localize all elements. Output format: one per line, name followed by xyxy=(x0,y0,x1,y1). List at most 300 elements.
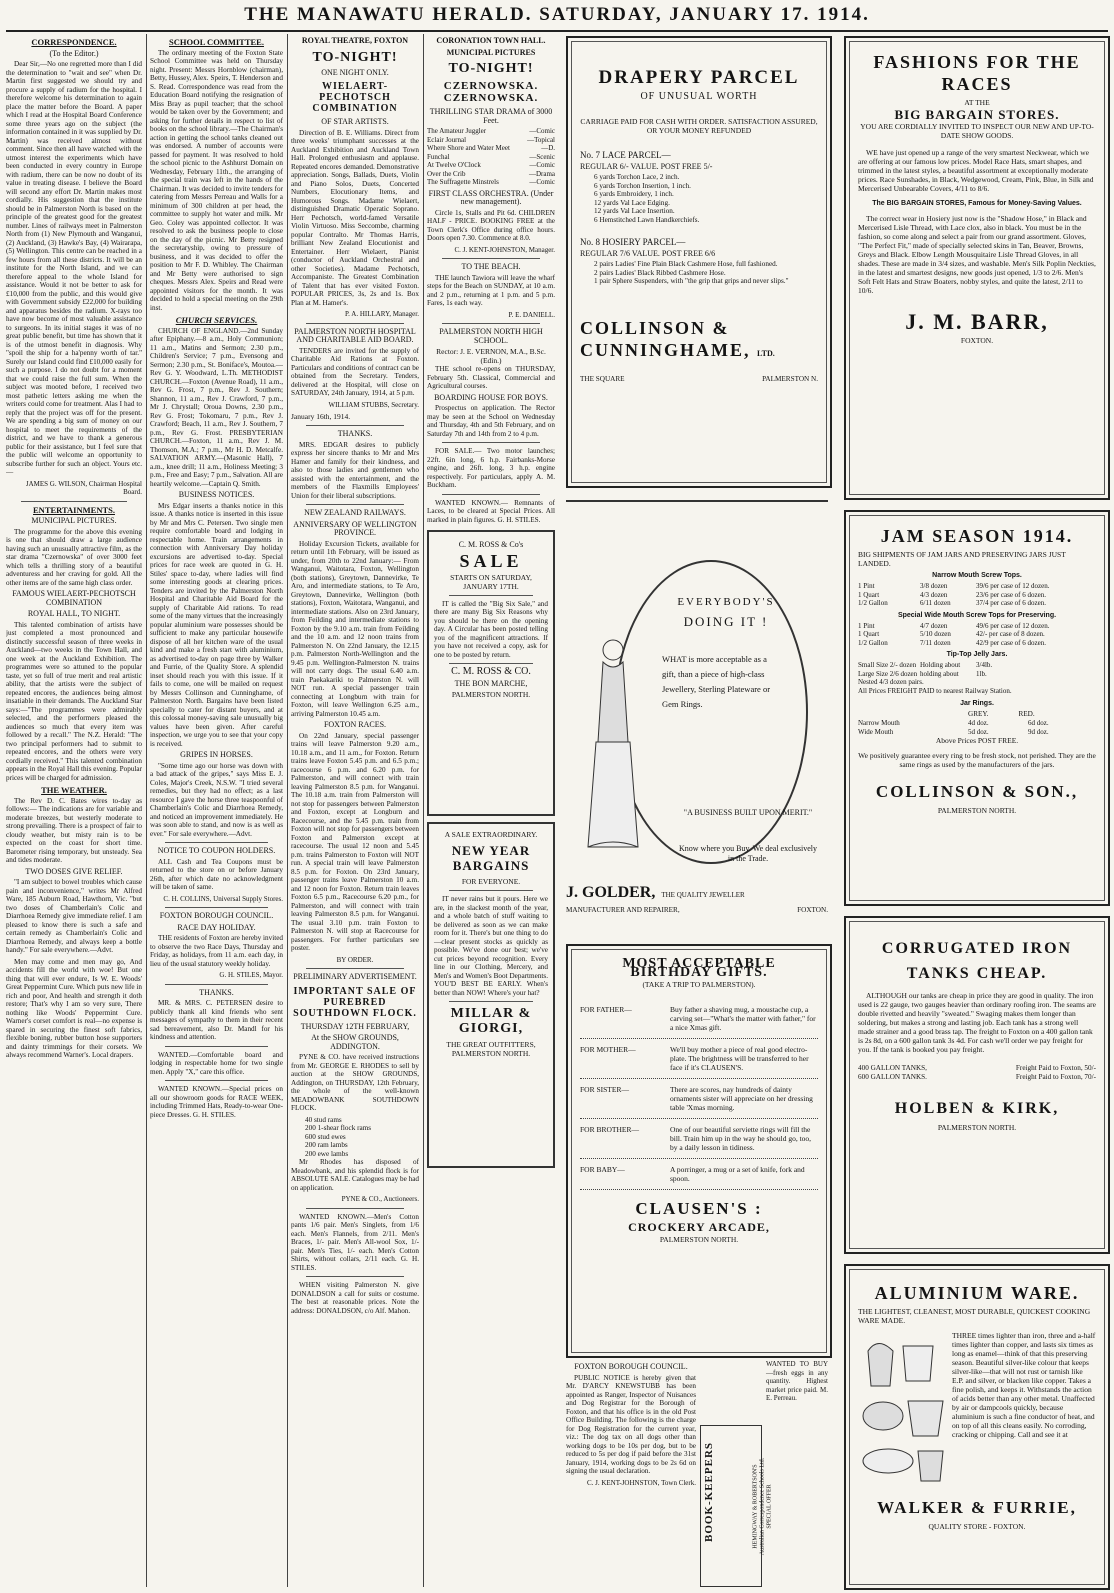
card-line-2: Australian Correspondence Schools Ltd. xyxy=(759,1457,766,1556)
divider xyxy=(165,1080,268,1081)
railways-text: Holiday Excursion Tickets, available for return until 1th February, will be issued as under, from 20th to 22nd January:— From Wanganui, Waitotara, Foxton, Wellington (both stations), Greytown, Dannevirke, Te Aro, and intermediate stations, to Te Aro, Greytown, Dannevirke, Wellington (both stations), Foxton, Waitotara, Wanganui, and intermediate stations. Also on 23rd January, from Feilding and intermediate stations to Foxton by the 9.10 a.m. train from Feilding and the 10 a.m. and 12 noon trains from Palmerston N. On 22nd January, the 12.15 p.m. Palmerston North-Wellington and the 9.45 p.m. Wellington-Palmerston N. trains will not carry dogs. The usual 6.40 a.m. train Paekakariki to Palmerston N. will NOT run. A special passenger train connecting at Longburn with train for Foxton, will leave Wellington 6.25 a.m., arriving Palmerston 10.45 a.m. xyxy=(291,539,419,718)
hall-name: CORONATION TOWN HALL. xyxy=(436,36,546,45)
by-order: BY ORDER. xyxy=(336,955,374,964)
wanted-laces: WANTED KNOWN.— Remnants of Laces, to be cleared at Special Prices. All marked in plain figures. G. H. STILES. xyxy=(427,498,555,524)
launches-for-sale: FOR SALE.— Two motor launches; 22ft. 6in long, 6 h.p. Fairbanks-Morse engine, and 26ft. long, 3 h.p. engine respectively. For particulars, apply A. M. Buckham. xyxy=(427,447,555,489)
high-school-heading: PALMERSTON NORTH HIGH SCHOOL. xyxy=(439,327,543,345)
film-genre: —Topical xyxy=(527,135,555,144)
jar-cell: 9d doz. xyxy=(1028,727,1049,736)
narrow-row-cell: 1/2 Gallon xyxy=(858,599,888,607)
railways-heading: NEW ZEALAND RAILWAYS. xyxy=(304,508,406,517)
peppermint-verse: Men may come and men may go, And accidents fill the world with woe! But one thing that will ever endure, Is W. E. Woods' Great Peppermint Cure. Which puts new life in rich and poor, And health and strength it doth restore; That's why I am so very sure, There nothing like Woods' Peppermint Cure. Warner's corset comfort is real—no expense is spared in securing the finest soft fabrics, flexible boning, rubber button hose supporters and dainty trimmings for their corsets. We always recommend Warner's. Local drapers. xyxy=(6,957,142,1059)
narrow-row-cell: 37/4 per case of 6 dozen. xyxy=(976,599,1046,607)
birthday-title: MOST ACCEPTABLE BIRTHDAY GIFTS. xyxy=(622,956,776,980)
film-genre: —Scenic xyxy=(529,152,555,161)
divider xyxy=(442,494,540,495)
preliminary-heading: PRELIMINARY ADVERTISEMENT. xyxy=(293,972,417,981)
heading-gripes: GRIPES IN HORSES. xyxy=(180,750,253,759)
thanks-text: MR. & MRS. C. PETERSEN desire to publicly thank all kind friends who sent messages of sympathy to them in their recent sad bereavement, also Dr. Mandl for his kindness and attention. xyxy=(150,999,283,1041)
fashions-body: WE have just opened up a range of the very smartest Neckwear, which we are offering at our famous low prices. Model Race Hats, smart shapes, and trimmed in the latest styles, a beautiful assortment at exceptionally moderate prices. Race Sunshades, in Black, Wedgewood, Cream, Pink, Blue, in Silk and Mercerised Unbearable Covers, 4/11 to 8/6. xyxy=(858,148,1094,193)
rector: Rector: J. E. VERNON, M.A., B.Sc. (Edin.) xyxy=(436,347,546,365)
borough-heading: FOXTON BOROUGH COUNCIL. xyxy=(574,1362,688,1371)
gift-recipient: FOR BABY— xyxy=(580,1165,625,1174)
borough-text: PUBLIC NOTICE is hereby given that Mr. D'ARCY KNEWSTUBB has been appointed as Ranger, Inspector of Nuisances and Dog Registrar for the Borough of Foxton, and that his office is in the old Post Office Building. The following is the charge for Dog Registration for the current year, viz.: The dog tax on all dogs other than working dogs to be 10s per dog, but to be reduced to 5s per dog if paid before the 31st January, 1914, working dogs to be 2s 6d on signing the usual declaration. xyxy=(566,1373,696,1475)
column-school-committee xyxy=(150,34,283,1587)
divider xyxy=(165,1046,268,1047)
aluminium-ad xyxy=(844,1264,1110,1590)
gift-suggestion: We'll buy mother a piece of real good electro-plate. The brightness will be transferred to her face if it's CLAUSEN'S. xyxy=(670,1045,809,1072)
jar-post: Above Prices POST FREE. xyxy=(935,736,1019,745)
theatre-name: ROYAL THEATRE, FOXTON xyxy=(301,36,409,45)
aluminium-sub: THE LIGHTEST, CLEANEST, MOST DURABLE, QUICKEST COOKING WARE MADE. xyxy=(858,1307,1091,1325)
bookkeepers-ad xyxy=(700,1425,773,1587)
heading-municipal-pictures: MUNICIPAL PICTURES. xyxy=(31,516,117,525)
golder-tag-2: MANUFACTURER AND REPAIRER, xyxy=(566,906,680,914)
divider xyxy=(306,425,404,426)
column-coronation-hall xyxy=(427,34,555,1587)
couple-illustration xyxy=(568,632,648,852)
ross-town: PALMERSTON NORTH. xyxy=(451,690,531,699)
clausen-town: PALMERSTON NORTH. xyxy=(659,1235,739,1244)
combination-title: WIELAERT-PECHOTSCH COMBINATION xyxy=(312,81,398,114)
film-item xyxy=(427,153,555,162)
sale-text: PYNE & CO. have received instructions from Mr. GEORGE E. RHODES to sell by auction at the SHOW GROUNDS, Addington, on THURSDAY, 12th February, the whole of the well-known MEADOWBANK SOUTHDOWN FLOCK. xyxy=(291,1053,419,1112)
narrow-rows xyxy=(858,582,1096,608)
thanks-heading: THANKS. xyxy=(337,429,373,438)
church-text: CHURCH OF ENGLAND.—2nd Sunday after Epiphany.—8 a.m., Holy Communion; 11 a.m., Matins and Sermon; 2.30 p.m., Children's Service; 7 p.m., Evensong and Sermon; 2.30 p.m., St. Boniface's, Moutoa.—Rev G. Y. Woodward, L.Th. METHODIST CHURCH.—Foxton (Avenue Road), 11 a.m., Rev G. Frost, 7 p.m., Rev J. Southern; Shannon, 11 a.m., Rev J. Crawford, 7 p.m., Mr J. Chrystall; Oroua Downs, 2.30 p.m., Rev G. Frost; Tokomaru, 7 p.m., Rev J. Crawford; Beach, 11 a.m., Rev J. Southern, 7 p.m., Rev G. Frost. PRESBYTERIAN CHURCH.—Foxton, 11 a.m., Rev J. M. Thomson, M.A.; 7 p.m., Mr H. D. Metcalfe. SALVATION ARMY.—(Masonic Hall), 7 a.m., knee drill; 11 a.m., Holiness Meeting; 3 p.m., Free and Easy; 7 p.m., Salvation. All are heartily welcome.—Captain Q. Smith. xyxy=(150,326,283,488)
races-text: On 22nd January, special passenger trains will leave Palmerston 9.20 a.m., 10.18 a.m., and 11 a.m., for Foxton. Return trains leave Foxton 5.45 p.m. and 6.5 p.m.; racecourse 6 p.m. and 6.20 p.m. for Palmerston, and will connect with train leaving Palmerston 8.5 p.m. for Wanganui. The 10.18 a.m. train from Palmerston will not stop for passengers between Palmerston and Foxton, except at Longburn and Racecourse, and the 5.45 p.m. train from Foxton will not stop for passengers between Foxton and Palmerston except at racecourse. The usual 12 noon and 5.45 p.m. trains Palmerston to Foxton will NOT run. A special train will leave Palmerston 8.5 p.m. for Foxton. On 23rd January, passenger trains leave Palmerston 10 a.m. and 12 noon for Foxton. Return train leaves Foxton 6.5 p.m., Racecourse 6.20 p.m., for Palmerston, and will connect with train leaving Palmerston 8.5 p.m. for Wanganui. The usual 3.10 p.m. train Foxton to Palmerston N. will stop at Racecourse for passengers. For further particulars see poster. xyxy=(291,731,419,952)
wide-row-cell: 42/9 per case of 6 dozen. xyxy=(976,638,1046,647)
holben-town: PALMERSTON NORTH. xyxy=(937,1123,1017,1132)
film-title: Over the Crib xyxy=(427,169,466,178)
combination-text: This talented combination of artists have just completed a most pronounced and distinctly successful season of three weeks in Auckland—two weeks in the Town Hall, and one week at the Auckland Exhibition. The programmes were so attuned to the popular taste, yet so full of true merit and real artistic ability, that the artists were the subject of repeated encores, the audiences being almost insatiable in their demands. The Auckland Star says:—"The programmes were admirably selected, and the performers pleased the audiences so much that every item was followed by a recall." The N.Z. Herald: "The two principal performers had to submit to repeated encores, and the others were very cordially received." This talented combination appears in the Royal Hall this evening. Popular prices will be charged for admission. xyxy=(6,620,142,782)
wide-row xyxy=(858,622,1096,631)
to-the-editor: (To the Editor.) xyxy=(49,48,99,58)
divider xyxy=(165,842,268,843)
flock-item: 600 stud ewes xyxy=(305,1132,346,1141)
parcel-item: 6 Hemstitched Lawn Handkerchiefs. xyxy=(594,215,700,224)
divider xyxy=(449,595,533,596)
card-line-1: HEMINGWAY & ROBERTSON'S xyxy=(752,1464,759,1549)
divider xyxy=(306,1208,404,1209)
outfitters: THE GREAT OUTFITTERS, xyxy=(446,1040,536,1049)
millar-town: PALMERSTON NORTH. xyxy=(451,1049,531,1058)
divider xyxy=(442,258,540,259)
jar-cell: Wide Mouth xyxy=(858,727,894,736)
beach-text: THE launch Tawiora will leave the wharf steps for the Beach on SUNDAY, at 10 a.m. and 2 p.m., returning at 1 p.m. and 5 p.m. Fares, 1s each way. xyxy=(427,273,555,307)
jam-season-ad xyxy=(844,510,1110,906)
flock-item: 200 ram lambs xyxy=(305,1141,348,1149)
parcel-item: 2 pairs Ladies' Black Ribbed Cashmere Hose. xyxy=(594,268,726,277)
bookkeepers-title: BOOK-KEEPERS xyxy=(703,1441,715,1543)
hospital-heading: PALMERSTON NORTH HOSPITAL AND CHARITABLE AID BOARD. xyxy=(294,326,416,344)
walker-furrie: WALKER & FURRIE, xyxy=(877,1498,1077,1517)
parcel-7-value: REGULAR 6/- VALUE. POST FREE 5/- xyxy=(580,162,713,171)
race-text: THE residents of Foxton are hereby invited to observe the two Race Days, Thursday and Friday, as holidays, from 11 a.m. each day, in lieu of the usual statutory weekly holiday. xyxy=(150,934,283,968)
film-title: Eclair Journal xyxy=(427,135,467,144)
gift-suggestion: Buy father a shaving mug, a moustache cup, a carving set—"What's the matter with father," for a nice Xmas gift. xyxy=(670,1005,816,1032)
wide-row-cell: 1/2 Gallon xyxy=(858,638,888,647)
beach-heading: TO THE BEACH. xyxy=(461,262,521,271)
new-year-ad xyxy=(427,822,555,1168)
tank-400-label: 400 GALLON TANKS, xyxy=(858,1064,927,1072)
tip-row xyxy=(858,661,1096,670)
jam-sub: BIG SHIPMENTS OF JAM JARS AND PRESERVING JARS JUST LANDED. xyxy=(858,550,1066,568)
film-item xyxy=(427,161,555,170)
film-title: Funchal xyxy=(427,152,450,161)
film-title: The Amateur Juggler xyxy=(427,127,487,135)
golder-tag: THE QUALITY JEWELLER xyxy=(661,891,745,899)
letter-signature: JAMES G. WILSON, Chairman Hospital Board. xyxy=(25,479,142,496)
iron-inner xyxy=(849,921,1105,1249)
fashions-store: BIG BARGAIN STORES. xyxy=(894,107,1060,122)
barr-name: J. M. BARR, xyxy=(905,309,1049,334)
jar-row xyxy=(858,719,1096,728)
flock-item: 200 1-shear flock rams xyxy=(305,1124,372,1132)
jar-col-grey: GREY. xyxy=(968,710,989,718)
wide-row xyxy=(858,630,1096,639)
clausen-sub: CROCKERY ARCADE, xyxy=(628,1220,770,1234)
golder-headline-2: DOING IT ! xyxy=(683,614,769,629)
gripes-text: "Some time ago our horse was down with a bad attack of the gripes," says Miss E. J. Coles, Major's Creek, N.S.W. "I tried several remedies, but they had no effect; as a last resource I gave the horse three teaspoonful of Chamberlain's Colic and Diarrhoea Remedy, and noticed an improvement immediately. He was soon able to stand, and now is as well as ever." For sale everywhere.—Advt. xyxy=(150,761,283,838)
orchestra: FIRST CLASS ORCHESTRA. (Under new management). xyxy=(428,188,554,206)
jam-inner xyxy=(849,515,1105,901)
narrow-row xyxy=(858,591,1096,600)
jam-title: JAM SEASON 1914. xyxy=(880,526,1074,546)
drapery-address xyxy=(580,375,818,384)
film-title: At Twelve O'Clock xyxy=(427,161,481,169)
wide-row-cell: 1 Pint xyxy=(858,621,875,630)
parcel-item: 12 yards Val Lace Edging. xyxy=(594,198,670,207)
borough-signature: C. J. KENT-JOHNSTON, Town Clerk. xyxy=(586,1478,696,1487)
iron-title-2: TANKS CHEAP. xyxy=(906,965,1048,982)
divider xyxy=(449,890,533,891)
parcel-item: 6 yards Torchon Lace, 2 inch. xyxy=(594,173,680,181)
tip-rows xyxy=(858,661,1096,678)
flock-item: 200 ewe lambs xyxy=(305,1149,349,1158)
gift-recipient: FOR BROTHER— xyxy=(580,1125,639,1134)
parcel-7-items xyxy=(580,173,818,224)
wide-rows xyxy=(858,622,1096,648)
jar-cell: 4d doz. xyxy=(968,719,989,727)
narrow-row-cell: 39/6 per case of 12 dozen. xyxy=(976,582,1050,590)
wide-row-cell: 4/7 dozen xyxy=(920,621,948,630)
film-list xyxy=(427,127,555,187)
borough-notice xyxy=(566,1360,696,1586)
narrow-row xyxy=(858,599,1096,608)
ross-bon-marche: THE BON MARCHE, xyxy=(454,678,528,688)
heading-two-doses: TWO DOSES GIVE RELIEF. xyxy=(25,866,123,876)
parcel-item: 12 yards Val Lace Insertion. xyxy=(594,207,675,215)
radium-letter: Dear Sir,—No one regretted more than I did the determination to "wait and see" when Dr. Martin first suggested we should try and procure a supply of radium for the hospital. I therefore welcome his determination to again place the matter before the Board. A paper which I read at the Hospital Board Conference some three years ago on the subject (the information contained in it was supplied by Dr. Martin) was received almost without comment. Since then all have watched with the utmost interest the experiments which have been conducted in every country in Europe with radium, there can be now no doubt of its value in treating disease. I believe the Board will second any effort Dr. Martin makes most cordially. His suggestion that the institute should be in Palmerston North is based on the principle of the greatest good for the greatest number. Lines of railways meet in Palmerston North from (1) New Plymouth and Wanganui, (2) Auckland, (3) Hawke's Bay, (4) Wairarapa, (5) Wellington. This centre can be reached in a few hours from all these districts. It will be an institute for the North Island, and we can therefore appeal to the whole Island for assistance. Would it not be better to ask for £10,000 from the public, and this would give with Government subsidy £22,000 for building and apparatus besides the radium. X-rays too have now become of most valuable assistance to surgeons. In its initial stages it was of no great public benefit, but time has shown that it is of the utmost benefit in diagnosis. Why "spoil the ship for a ha'penny worth of tar." Surely our Island could find £10,000 easily for such a purpose. I do not doubt for a moment that we could raise the full sum. When the subject was mooted before, I received two most pathetic letters asking me when the writers could come for treatment. Alas I had to reply that the project was off for the present. We are spending a big sum of money on our hospital to meet the requirements of the district, and we have to thank a generous public for their assistance, but I feel sure that the public will welcome an opportunity to subscribe further for such an object. Yours etc.— xyxy=(6,60,142,476)
divider xyxy=(442,323,540,324)
iron-body: ALTHOUGH our tanks are cheap in price they are good in quality. The iron used is 22 gauge, two gauges heavier than ordinary roofing iron. The seams are double rivetted and heavily "sweated." Swaging makes them longer than soldering, but makes a strong and lasting job. Each tank has a strong well made strainer and a good brass tap. The freight to Foxton on a 400 gallon tank is 2s 8d, on a 600 gallon tank 3s 4d. For cash we'll order we pay freight for you. If the tank is booked you pay freight. xyxy=(858,991,1096,1054)
heading-borough: FOXTON BOROUGH COUNCIL. xyxy=(159,911,274,920)
ross-sale-title: SALE xyxy=(459,550,523,571)
czernowska-title: CZERNOWSKA. CZERNOWSKA. xyxy=(443,80,539,104)
pictures-signature: C. J. KENT-JOHNSTON, Manager. xyxy=(454,245,555,254)
ross-sale-ad xyxy=(427,530,555,816)
one-night: ONE NIGHT ONLY. xyxy=(321,67,389,77)
birthday-trip: (TAKE A TRIP TO PALMERSTON). xyxy=(642,980,756,989)
divider xyxy=(449,663,533,664)
drapery-parcel-ad xyxy=(566,36,832,488)
narrow-row-cell: 3/8 dozen xyxy=(920,582,948,590)
heading-correspondence: CORRESPONDENCE. xyxy=(31,37,117,47)
heading-combination: FAMOUS WIELAERT-PECHOTSCH COMBINATION xyxy=(12,589,136,607)
column-rule xyxy=(287,34,288,1587)
card-line-3: SPECIAL OFFER xyxy=(766,1484,773,1529)
jar-guarantee: We positively guarantee every ring to be fresh stock, not perished. They are the same rings as used by the manufacturers of the jars. xyxy=(858,751,1096,769)
parcel-item: 6 yards Torchon Insertion, 1 inch. xyxy=(594,181,691,190)
collinson-son: COLLINSON & SON., xyxy=(875,782,1079,801)
gift-rows xyxy=(580,999,818,1190)
parcel-8-title: No. 8 HOSIERY PARCEL— xyxy=(580,237,686,247)
pictures-prices: Circle 1s, Stalls and Pit 6d. CHILDREN HALF - PRICE. BOOKING FREE at the Town Clerk's Office during office hours. Doors open 7.30. Commence at 8.0. xyxy=(427,208,555,242)
divider xyxy=(306,1276,404,1277)
tip-row-cell: Small Size 2/- dozen xyxy=(858,661,917,669)
tip-heading: Tip-Top Jelly Jars. xyxy=(946,651,1008,658)
walker-sub: QUALITY STORE - FOXTON. xyxy=(928,1522,1026,1531)
fashions-inner xyxy=(849,41,1105,495)
fashions-bold: The BIG BARGAIN STORES, Famous for Money-Saving Values. xyxy=(872,200,1082,207)
gift-row xyxy=(580,1159,818,1190)
jar-col-red: RED. xyxy=(1018,710,1035,718)
narrow-row xyxy=(858,582,1096,591)
heading-thanks: THANKS. xyxy=(199,987,234,997)
divider xyxy=(21,501,127,502)
sale-text-2: Mr Rhodes has disposed of Meadowbank, and his splendid flock is for ABSOLUTE SALE. Catalogues may be had on application. xyxy=(291,1158,419,1192)
gift-row xyxy=(580,1079,818,1119)
collinson-town: PALMERSTON NORTH. xyxy=(937,806,1017,815)
parcel-item: 2 pairs Ladies' Fine Plain Black Cashmere Hose, full fashioned. xyxy=(594,260,778,268)
heading-coupon: NOTICE TO COUPON HOLDERS. xyxy=(157,846,276,855)
heading-race-day: RACE DAY HOLIDAY. xyxy=(177,922,256,932)
pictures-text: The programme for the above this evening is one that should draw a large audience having such an unusually attractive film, as the star drama "Czernowska" of over 3000 feet which tells a thrilling story of a beautiful adventuress and her craving for gold. All the other items are of the same high class order. xyxy=(6,527,142,587)
coupon-signature: C. H. COLLINS, Universal Supply Stores. xyxy=(163,894,283,903)
film-title: Where Shore and Water Meet xyxy=(427,144,510,152)
film-genre: —Drama xyxy=(528,169,555,178)
divider xyxy=(449,1001,533,1002)
tip-row-cell: 3/4lb. xyxy=(976,661,993,669)
gift-suggestion: There are scores, nay hundreds of dainty ornaments sister will appreciate on her dressing table 'Xmas morning. xyxy=(670,1085,813,1112)
wide-row-cell: 42/- per case of 8 dozen. xyxy=(976,630,1045,638)
tank-400-price: Freight Paid to Foxton, 50/- xyxy=(1015,1064,1096,1072)
heading-entertainments: ENTERTAINMENTS. xyxy=(33,504,115,515)
ross-starts: STARTS ON SATURDAY, JANUARY 17TH. xyxy=(450,572,532,591)
wide-row-cell: 49/6 per case of 12 dozen. xyxy=(976,621,1050,630)
divider xyxy=(306,968,404,969)
film-item xyxy=(427,144,555,153)
wanted-eggs: WANTED TO BUY—fresh eggs in any quantity. Highest market price paid. M. E. Perreau. xyxy=(766,1360,828,1402)
film-item xyxy=(427,170,555,179)
narrow-row-cell: 1 Pint xyxy=(858,582,875,590)
hospital-date: January 16th, 1914. xyxy=(291,412,351,421)
film-item xyxy=(427,178,555,187)
clausen-birthday-ad xyxy=(566,944,832,1358)
column-rule xyxy=(146,34,147,1587)
parcel-7-title: No. 7 LACE PARCEL— xyxy=(580,150,671,160)
business-text: Mrs Edgar inserts a thanks notice in this issue. A thanks notice is inserted in this issue by Mr and Mrs C. Petersen. Two single men require comfortable board and lodging in respectable home. Train arrangements in connection with Anniversary Day holiday excursions are advertised to-day. Special prices for race week are quoted in G. H. Stiles' space to-day, where ladies will find some interesting goods at clearing prices. Tenders are invited by the Palmerston North Hospital and Charitable Aid Board for the supply of Charitable Aid rations. To read some of the many virtues that the increasingly popular aluminium ware possesses should be sufficient to make any particular housewife dispose of all her kitchen ware of the usual kind and make a fresh start with aluminium, as advertised to-day on page three by Walker and Furrie, of the Quality Store. A splendid inset should reach you with this issue. If it fails to come, one will be mailed on request by Messrs Collinson and Cunninghame, of Palmerston North. Bargains have been listed specially to cater for distant buyers, and at this colossal money-saving sale unusually big values have been given. After careful inspection, we urge you to see that your copy is received. xyxy=(150,501,283,748)
column-correspondence xyxy=(6,34,142,1587)
divider xyxy=(165,984,268,985)
race-signature: G. H. STILES, Mayor. xyxy=(219,971,283,979)
aluminium-body: THREE times lighter than iron, three and a-half times lighter than copper, and lasts six times as long as enamel—think of that this preserving season. Beautiful silver-like colour that keeps silver-like—that will not rust or tarnish like E.P. and silver, or blacken like copper. Takes a fine polish, and keeps it. Withstands the action of acids better than any other metal. Unaffected by air or dampcools quickly, because aluminium is such a fine conductor of heat, and on top of all this cleans easily. No corroding, cracking or chipping. Call and see it at xyxy=(952,1331,1096,1439)
gift-row xyxy=(580,1119,818,1159)
heading-weather: THE WEATHER. xyxy=(41,785,107,795)
film-genre: —Comic xyxy=(529,161,555,169)
film-title: The Suffragette Minstrels xyxy=(427,178,499,186)
thanks-edgar: MRS. EDGAR desires to publicly express her sincere thanks to Mr and Mrs Hamer and family for their kindness, and also to those ladies and gentlemen who assisted with the entertainment, and the members of the Flaxmills Employees' Union for their liberal subscriptions. xyxy=(291,440,419,500)
sale-location: At the SHOW GROUNDS, ADDINGTON. xyxy=(311,1033,399,1051)
golder-name: J. GOLDER, xyxy=(566,884,656,901)
wide-row-cell: 5/10 dozen xyxy=(920,630,951,638)
sale-date: THURSDAY 12TH FEBRUARY, xyxy=(300,1021,410,1031)
jar-cell: 6d doz. xyxy=(1028,719,1049,727)
drapery-inner xyxy=(571,41,827,483)
divider xyxy=(306,323,404,324)
bookkeepers-card xyxy=(753,1437,774,1577)
column-rule xyxy=(423,34,424,1587)
fashions-ad xyxy=(844,36,1110,500)
drapery-carriage: CARRIAGE PAID FOR CASH WITH ORDER. SATISFACTION ASSURED, OR YOUR MONEY REFUNDED xyxy=(580,117,818,135)
tonight-title: TO-NIGHT! xyxy=(312,49,398,65)
sale-extraordinary: A SALE EXTRAORDINARY. xyxy=(444,830,538,839)
tip-row-cell: holding about xyxy=(920,669,959,678)
parcel-item: 6 yards Embroidery, 1 inch. xyxy=(594,190,674,198)
film-item xyxy=(427,127,555,136)
masthead-rule xyxy=(6,30,1108,32)
hospital-signature: WILLIAM STUBBS, Secretary. xyxy=(328,400,419,409)
gift-recipient: FOR SISTER— xyxy=(580,1085,629,1094)
iron-tanks-ad xyxy=(844,916,1110,1254)
hospital-tenders: TENDERS are invited for the supply of Charitable Aid Rations at Foxton. Particulars and conditions of contract can be obtained from the Secretary. Tenders, delivered at the Hospital, will close on SATURDAY, 24th January, 1914, at 5 p.m. xyxy=(291,346,419,397)
freight: All Prices FREIGHT PAID to nearest Railway Station. xyxy=(858,687,1012,695)
new-year-for: FOR EVERYONE. xyxy=(461,877,521,886)
wanted-known-prices: WANTED KNOWN.—Special prices on all our showroom goods for RACE WEEK, including Trimmed Hats, Ready-to-wear One-piece Dresses. G. H. STILES. xyxy=(150,1085,283,1119)
weather-text: The Rev D. C. Bates wires to-day as follows:— The indications are for variable and moderate breezes, but westerly moderate to strong prevailing. There is a prospect of fair to cloudy weather, but misty rain is to be expected on the coast for short time. Barometer rising temporary, but unsteady. Sea and tides moderate. xyxy=(6,796,142,864)
firm-name: COLLINSON & CUNNINGHAME, xyxy=(580,317,751,360)
gift-suggestion: One of our beautiful serviette rings will fill the bill. Train him up in the way he should go, too, by a daily lesson in tidiness. xyxy=(670,1125,812,1152)
narrow-heading: Narrow Mouth Screw Tops. xyxy=(932,572,1022,579)
gift-suggestion: A porringer, a mug or a set of knife, fork and spoon. xyxy=(670,1165,805,1183)
jar-cell: 5d doz. xyxy=(968,727,989,736)
wide-row xyxy=(858,639,1096,648)
heading-church-services: CHURCH SERVICES. xyxy=(175,315,258,325)
collinson-cunninghame xyxy=(580,317,818,365)
divider xyxy=(306,504,404,505)
ross-body: IT is called the "Big Six Sale," and there are many Big Six Reasons why you should be there on the opening day. A Circular has been posted telling you of the magnificent attractions. If you have not received a copy, ask for one to be posted by return. xyxy=(434,599,548,659)
wanted-board: WANTED.—Comfortable board and lodging in respectable home for two single men. Apply "X," care this office. xyxy=(150,1050,283,1076)
film-item xyxy=(427,136,555,145)
kitchenware-illustration xyxy=(858,1331,948,1491)
film-genre: —Comic xyxy=(529,178,555,186)
drapery-sub: OF UNUSUAL WORTH xyxy=(640,91,758,102)
fashions-title: FASHIONS FOR THE RACES xyxy=(873,52,1081,94)
school-text: The ordinary meeting of the Foxton State School Committee was held on Thursday night. Present: Messrs Hornblow (chairman), Betty, Hussey, Alex. Speirs, T. Henderson and S. Read. Correspondence was read from the Education Board notifying the resignation of Miss Bray as pupil teacher; that the school would be taken over by the Government; and asking for further details in respect to list of books on the school library.—The Chairman's action in getting the school tanks cleaned out was endorsed. A number of accounts were passed for payment. It was resolved to hold the school picnic to the Ashhurst Domain on Wednesday, February 11th., the arranging of the special train was left in the hands of the Chairman. It was decided to invite tenders for catering from Messrs Perreau and Walls for a minimum of 300 children at per head, the committee to supply hot water and milk. Mr Geo. Coley was appointed collector. It was resolved to ask the business people to close on the day of the picnic. Mr Betty resigned the secretaryship, owing to pressure of business, and it was decided to offer the position to Mr F. D. Whibley. The Chairman and Mr Betty were authorised to sign cheques. Messrs Alex. Speirs and Read were appointed visitors for the month. It was decided to hold a special meeting on the 29th inst. xyxy=(150,48,283,312)
golder-sub xyxy=(566,906,828,915)
wanted-known-mens: WANTED KNOWN.—Men's Cotton pants 1/6 pair. Men's Singlets, from 1/6 each. Men's Flannels, from 2/11. Men's Braces, 1/- pair. Men's All-wool Sox, 1/- pair. Men's Ties, 1/- each. Men's Cotton Shirts, without collars, 2/11 each. G. H. STILES. xyxy=(291,1212,419,1272)
new-year-title: NEW YEAR BARGAINS xyxy=(451,843,531,873)
narrow-row-cell: 23/6 per case of 6 dozen. xyxy=(976,590,1046,599)
sale-signature: PYNE & CO., Auctioneers. xyxy=(341,1195,419,1203)
aluminium-inner xyxy=(849,1269,1105,1585)
golder-headline-1: EVERYBODY'S xyxy=(677,596,775,608)
races-heading: FOXTON RACES. xyxy=(323,720,387,729)
divider xyxy=(165,907,268,908)
jar-cell: Narrow Mouth xyxy=(858,719,900,727)
doses-text: "I am subject to bowel troubles which cause pain and inconvenience," writes Mr Alfred Ware, 185 Auburn Road, Hawthorn, Vic. "but two doses of Chamberlain's Colic and Diarrhoea Remedy give immediate relief. I am pleased to know there is such a safe and certain remedy as Chamberlain's Colic and Diarrhoea Remedy, and always keep a bottle handy." For sale everywhere.—Advt. xyxy=(6,878,142,954)
golder-town: FOXTON. xyxy=(797,906,828,914)
film-genre: —D. xyxy=(541,144,555,152)
parcel-8-items xyxy=(580,260,818,286)
jar-rows xyxy=(858,719,1096,736)
anniversary-heading: ANNIVERSARY OF WELLINGTON PROVINCE. xyxy=(293,519,417,537)
flock-list xyxy=(291,1116,419,1159)
drapery-title: DRAPERY PARCEL xyxy=(598,67,800,88)
nested: Nested 4/3 dozen pairs. xyxy=(858,678,924,686)
tip-row xyxy=(858,670,1096,679)
golder-body: WHAT is more acceptable as a gift, than a piece of high-class Jewellery, Sterling Plateware or Gem Rings. xyxy=(662,654,771,709)
tip-row-cell: Holding about xyxy=(920,661,961,669)
golder-signature xyxy=(566,884,828,902)
gift-row xyxy=(580,1039,818,1079)
tip-row-cell: 1lb. xyxy=(976,669,987,678)
school-reopens: THE school re-opens on THURSDAY, February 5th. Classical, Commercial and Agricultural courses. xyxy=(427,365,555,390)
tank-600-price: Freight Paid to Foxton, 70/- xyxy=(1015,1073,1096,1081)
golder-jeweller-ad xyxy=(566,500,828,932)
narrow-row-cell: 1 Quart xyxy=(858,590,880,599)
tonight-title-2: TO-NIGHT! xyxy=(448,61,534,76)
golder-motto: "A BUSINESS BUILT UPON MERIT." xyxy=(683,808,813,817)
jar-cols xyxy=(858,710,1096,719)
gift-recipient: FOR MOTHER— xyxy=(580,1045,636,1054)
divider xyxy=(442,442,540,443)
heading-school-committee: SCHOOL COMMITTEE. xyxy=(169,37,264,47)
holben-kirk: HOLBEN & KIRK, xyxy=(894,1100,1060,1117)
fashions-body-2: The correct wear in Hosiery just now is the "Shadow Hose," in Black and Mercerised Lisle Thread, with Lace clox, also in black. You must be in the fashion, so come along and select a pair from our grand assortment. Gloves, "The Perfect Fit," made of specially selected skins in Tan, Beaver, Browns, Greys and Black. Elbow Length Mousquitaire Lisle Thread Gloves, in all shades. These are made in 3/4 sizes, and washable. Men's Silk Poplin Neckties, in the latest and smartest designs, new goods just opened, 1/3 to 2/6. Men's Soft Felt Hats and Straw Boaters, nobby styles, and quite the latest, 2/11 to 10/6. xyxy=(858,214,1096,295)
thrilling-drama: THRILLING STAR DRAMA of 3000 Feet. xyxy=(429,107,553,125)
wide-heading: Special Wide Mouth Screw Tops for Preserving. xyxy=(897,611,1057,619)
barr-town: FOXTON. xyxy=(960,336,994,345)
address-square: THE SQUARE xyxy=(580,374,625,383)
address-town: PALMERSTON N. xyxy=(762,374,818,383)
tip-row-cell: Large Size 2/6 dozen xyxy=(858,669,918,678)
beach-signature: P. E. DANIELL. xyxy=(508,310,555,319)
birthday-inner xyxy=(571,949,827,1353)
wide-row-cell: 1 Quart xyxy=(858,630,880,638)
parcel-8-value: REGULAR 7/6 VALUE. POST FREE 6/6 xyxy=(580,249,716,258)
narrow-row-cell: 4/3 dozen xyxy=(920,590,948,599)
ross-name: C. M. ROSS & Co's xyxy=(458,540,524,549)
boarding-heading: BOARDING HOUSE FOR BOYS. xyxy=(434,392,548,402)
heading-royal-hall: ROYAL HALL, TO NIGHT. xyxy=(27,609,121,618)
combination-body: Direction of B. E. Williams. Direct from three weeks' triumphant successes at the Auckland Exhibition and Auckland Town Hall. Prolonged enthusiasm and applause. Repeated encores demanded. Demonstrative appreciation. Songs, Ballads, Duets, Violin and Piano Solos, Duets, Concerted Numbers, Elocutionary Items, and Humorous Songs. Madame Wielaert, distinguished Dramatic Operatic Soprano. Herr Pechotsch, world-famed Versatile Violin Virtuoso. Miss Seccombe, charming popular Contralto. Mr Thomas Harris, brilliant New Zealand Elocutionist and Entertainer. Herr Wielaert, Pianist (conductor of Auckland Orchestral and other Societies). Madame Pechotsch, Accompaniste. The Greatest Combination of Talent that has ever visited Foxton. POPULAR PRICES, 3s, 2s and 1s. Box Plan at M. Hamer's. xyxy=(291,128,419,307)
fashions-invite: YOU ARE CORDIALLY INVITED TO INSPECT OUR NEW AND UP-TO-DATE SHOW GOODS. xyxy=(860,122,1094,140)
boarding-text: Prospectus on application. The Rector may be seen at the School on Wednesday and Thursday, 4th and 5th February, and on Saturday 7th and 14th from 2 to 4 p.m. xyxy=(427,404,555,438)
star-artists: OF STAR ARTISTS. xyxy=(321,117,389,126)
jar-heading: Jar Rings. xyxy=(960,700,994,707)
heading-business-notices: BUSINESS NOTICES. xyxy=(178,490,255,499)
southdown-sale-title: IMPORTANT SALE OF PUREBRED SOUTHDOWN FLOCK. xyxy=(293,985,417,1019)
firm-ltd: LTD. xyxy=(757,348,775,358)
aluminium-title: ALUMINIUM WARE. xyxy=(874,1283,1080,1303)
wide-row-cell: 7/11 dozen xyxy=(920,638,951,647)
film-genre: —Comic xyxy=(529,127,555,135)
millar-giorgi: MILLAR & GIORGI, xyxy=(450,1006,532,1036)
fashions-at: AT THE xyxy=(964,98,990,107)
aluminium-row xyxy=(858,1331,1096,1491)
